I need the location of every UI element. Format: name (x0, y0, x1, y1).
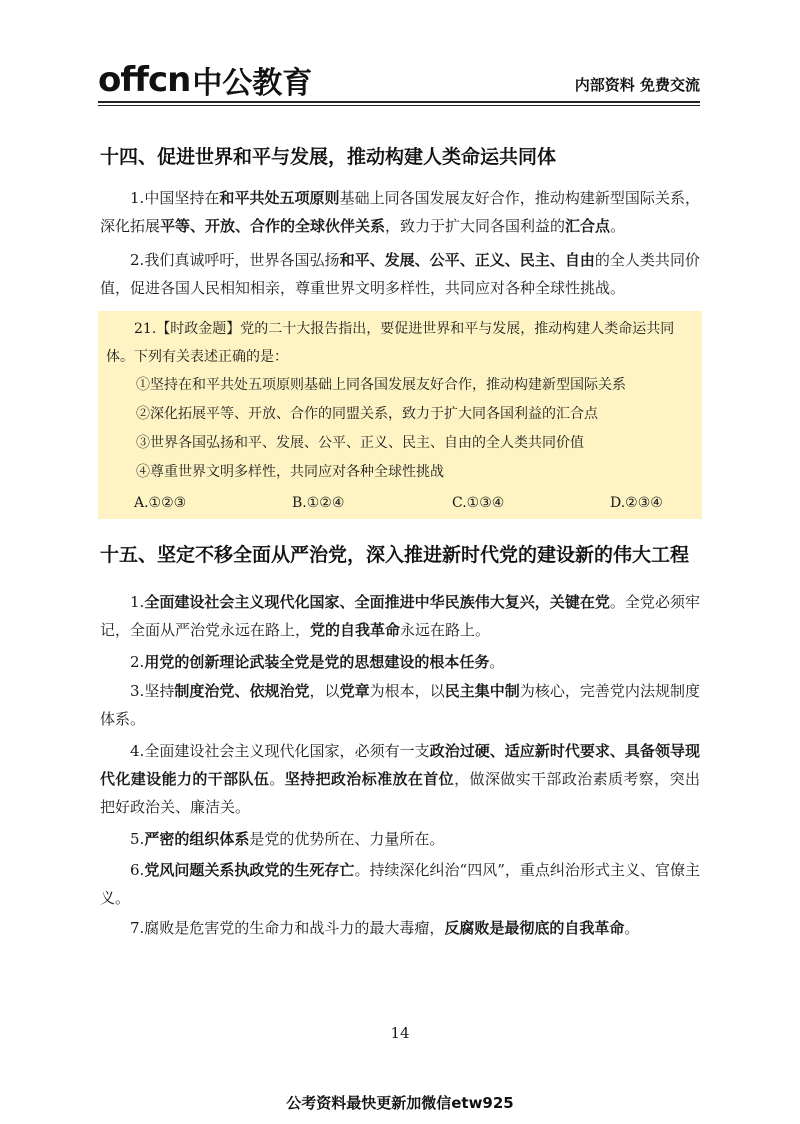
body-text: 为根本，以 (369, 682, 445, 700)
body-text: 基础上同各国发展友好合作，推动构建新型国际关系，深化拓展 (100, 189, 700, 235)
emphasis-text: 平等、开放、合作的全球伙伴关系 (160, 217, 386, 235)
body-text: 2. (130, 653, 145, 671)
body-text: 3.坚持 (130, 682, 175, 700)
header-divider-thin (98, 105, 700, 106)
section-14-paragraph (100, 184, 700, 240)
quiz-option: ①坚持在和平共处五项原则基础上同各国发展友好合作，推动构建新型国际关系 (136, 377, 626, 393)
quiz-option: ④尊重世界文明多样性，共同应对各种全球性挑战 (136, 464, 444, 480)
logo-latin-text: offcn (98, 60, 191, 100)
offcn-logo (98, 60, 312, 100)
body-text: 永远在路上。 (400, 621, 491, 639)
body-text: 1. (130, 593, 145, 611)
section-15-title: 十五、坚定不移全面从严治党，深入推进新时代党的建设新的伟大工程 (100, 544, 690, 566)
page-header (98, 60, 700, 102)
section-14-title: 十四、促进世界和平与发展，推动构建人类命运共同体 (100, 146, 557, 168)
section-15-paragraph (100, 825, 700, 853)
emphasis-text: 汇合点 (565, 217, 611, 235)
section-15-paragraph (100, 914, 700, 942)
body-text: 为核心，完善党内法规制度体系。 (100, 682, 700, 728)
body-text: 。 (489, 653, 505, 671)
emphasis-text: 严密的组织体系 (144, 830, 250, 848)
header-notice: 内部资料 免费交流 (574, 76, 700, 94)
body-text: ，致力于扩大同各国利益的 (385, 217, 566, 235)
emphasis-text: 党风问题关系执政党的生死存亡 (144, 861, 355, 879)
emphasis-text: 和平、发展、公平、正义、民主、自由 (339, 251, 595, 269)
quiz-option: ②深化拓展平等、开放、合作的同盟关系，致力于扩大同各国利益的汇合点 (136, 406, 598, 422)
section-14-paragraph (100, 246, 700, 302)
body-text: 。持续深化纠治“四风”，重点纠治形式主义、官僚主义。 (100, 861, 700, 907)
body-text: 5. (130, 830, 145, 848)
emphasis-text: 全面建设社会主义现代化国家、全面推进中华民族伟大复兴，关键在党 (144, 593, 610, 611)
body-text: 7.腐败是危害党的生命力和战斗力的最大毒瘤， (130, 919, 445, 937)
section-15-paragraph (100, 648, 700, 676)
emphasis-text: 党的自我革命 (310, 621, 401, 639)
body-text: 6. (130, 861, 145, 879)
body-text: ，以 (309, 682, 340, 700)
body-text: 。 (624, 919, 640, 937)
body-text: 。全党必须牢记，全面从严治党永远在路上， (100, 593, 700, 639)
body-text: 1.中国坚持在 (130, 189, 220, 207)
footer-text: 公考资料最快更新加微信etw925 (286, 1094, 514, 1112)
body-text: 。 (610, 217, 626, 235)
quiz-answer-c: C.①③④ (452, 495, 505, 511)
emphasis-text: 民主集中制 (444, 682, 520, 700)
body-text: 2.我们真诚呼吁，世界各国弘扬 (130, 251, 340, 269)
emphasis-text: 政治过硬、适应新时代要求、具备领导现代化建设能力的干部队伍 (100, 742, 700, 788)
emphasis-text: 坚持把政治标准放在首位 (284, 770, 455, 788)
quiz-question: 21.【时政金题】党的二十大报告指出，要促进世界和平与发展，推动构建人类命运共同体。下列有关表述正确的是： (106, 321, 675, 365)
quiz-answer-d: D.②③④ (610, 495, 663, 511)
section-15-paragraph (100, 856, 700, 912)
header-divider (98, 101, 700, 103)
body-text: 是党的优势所在、力量所在。 (249, 830, 445, 848)
body-text: 的全人类共同价值，促进各国人民相知相亲，尊重世界文明多样性，共同应对各种全球性挑战。 (100, 251, 700, 297)
body-text: 4.全面建设社会主义现代化国家，必须有一支 (130, 742, 430, 760)
section-15-paragraph (100, 737, 700, 821)
quiz-answer-b: B.①②④ (292, 495, 345, 511)
emphasis-text: 和平共处五项原则 (219, 189, 340, 207)
quiz-answer-a: A.①②③ (134, 495, 187, 511)
body-text: ，做深做实干部政治素质考察，突出把好政治关、廉洁关。 (100, 770, 700, 816)
logo-chinese-text: 中公教育 (192, 66, 313, 101)
body-text: 。 (269, 770, 285, 788)
quiz-option: ③世界各国弘扬和平、发展、公平、正义、民主、自由的全人类共同价值 (136, 435, 584, 451)
emphasis-text: 用党的创新理论武装全党是党的思想建设的根本任务 (144, 653, 490, 671)
emphasis-text: 反腐败是最彻底的自我革命 (444, 919, 625, 937)
section-15-paragraph (100, 677, 700, 733)
emphasis-text: 党章 (339, 682, 370, 700)
section-15-paragraph (100, 588, 700, 644)
quiz-box (98, 311, 702, 519)
emphasis-text: 制度治党、依规治党 (174, 682, 310, 700)
page-number: 14 (390, 1024, 410, 1042)
